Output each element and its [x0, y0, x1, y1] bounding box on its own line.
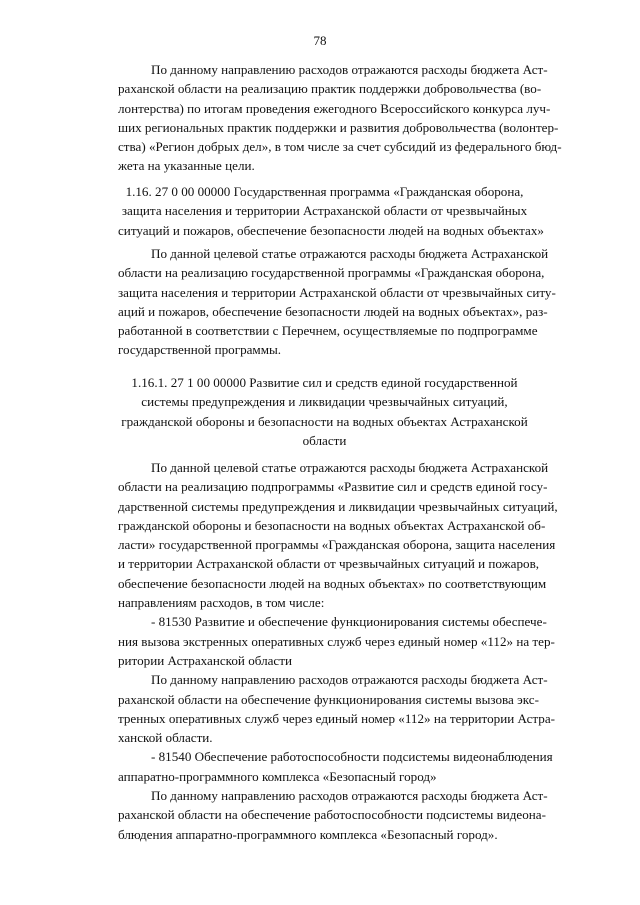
heading-subprogram-27-1 [118, 373, 531, 450]
text-line: По данному направлению расходов отражаются расходы бюджета Аст- [151, 788, 548, 804]
paragraph-program-27 [118, 244, 556, 360]
text-line: области на реализацию подпрограммы «Развитие сил и средств единой госу- [118, 479, 548, 495]
text-line: аций и пожаров, обеспечение безопасности людей на водных объектах», раз- [118, 303, 548, 319]
text-line: ния вызова экстренных оперативных служб через единый номер «112» на тер- [118, 633, 555, 649]
text-line: ханской области. [118, 730, 213, 746]
heading-line: области [302, 432, 347, 448]
heading-line: 1.16.1. 27 1 00 00000 Развитие сил и средств единой государственной [131, 375, 518, 390]
page-number: 78 [313, 33, 327, 48]
list-item-81540: - 81540 Обеспечение работоспособности подсистемы видеонаблюдения [151, 749, 553, 765]
text-line: обеспечение безопасности людей на водных объектах» по соответствующим [118, 575, 547, 591]
heading-program-27 [118, 182, 544, 240]
text-line: аппаратно-программного комплекса «Безопасный город» [118, 768, 437, 784]
text-line: дарственной системы предупреждения и ликвидации чрезвычайных ситуаций, [118, 498, 558, 514]
text-line: области на реализацию государственной программы «Гражданская оборона, [118, 265, 545, 281]
heading-line: защита населения и территории Астраханской области от чрезвычайных [121, 203, 528, 219]
text-line: лонтерства) по итогам проведения ежегодного Всероссийского конкурса луч- [118, 100, 551, 116]
text-line: По данному направлению расходов отражаются расходы бюджета Аст- [151, 62, 548, 77]
text-line: раханской области на реализацию практик поддержки добровольчества (во- [118, 81, 542, 97]
paragraph-subprogram-27-1 [118, 458, 558, 844]
text-line: жета на указанные цели. [118, 158, 255, 174]
heading-line: 1.16. 27 0 00 00000 Государственная программа «Гражданская оборона, [125, 184, 524, 199]
text-line: блюдения аппаратно-программного комплекса «Безопасный город». [118, 826, 498, 842]
text-line: По данной целевой статье отражаются расходы бюджета Астраханской [151, 246, 549, 261]
text-line: защита населения и территории Астраханской области от чрезвычайных ситу- [118, 284, 556, 300]
text-line: ласти» государственной программы «Гражданская оборона, защита населения [118, 537, 556, 553]
text-line: По данному направлению расходов отражаются расходы бюджета Аст- [151, 672, 548, 688]
text-line: По данной целевой статье отражаются расходы бюджета Астраханской [151, 460, 549, 475]
text-line: работанной в соответствии с Перечнем, осуществляемые по подпрограмме [118, 323, 538, 339]
text-line: ритории Астраханской области [118, 652, 292, 668]
text-line: и территории Астраханской области от чрезвычайных ситуаций и пожаров, [118, 556, 540, 572]
heading-line: ситуаций и пожаров, обеспечение безопасности людей на водных объектах» [118, 222, 544, 238]
text-line: гражданской обороны и безопасности на водных объектах Астраханской об- [118, 517, 546, 533]
text-line: тренных оперативных служб через единый номер «112» на территории Астра- [118, 710, 556, 726]
list-item-81530: - 81530 Развитие и обеспечение функционирования системы обеспече- [151, 614, 547, 630]
text-line: раханской области на обеспечение функционирования системы вызова экс- [118, 691, 539, 707]
text-line: направлениям расходов, в том числе: [118, 595, 325, 611]
heading-line: гражданской обороны и безопасности на водных объектах Астраханской [121, 413, 528, 429]
paragraph-volunteering [118, 60, 562, 176]
text-line: ших региональных практик поддержки и развития добровольчества (волонтер- [118, 119, 559, 135]
heading-line: системы предупреждения и ликвидации чрезвычайных ситуаций, [141, 394, 508, 410]
text-line: ства) «Регион добрых дел», в том числе за счет субсидий из федерального бюд- [118, 139, 562, 155]
text-line: раханской области на обеспечение работоспособности подсистемы видеона- [118, 807, 546, 823]
text-line: государственной программы. [118, 342, 282, 358]
